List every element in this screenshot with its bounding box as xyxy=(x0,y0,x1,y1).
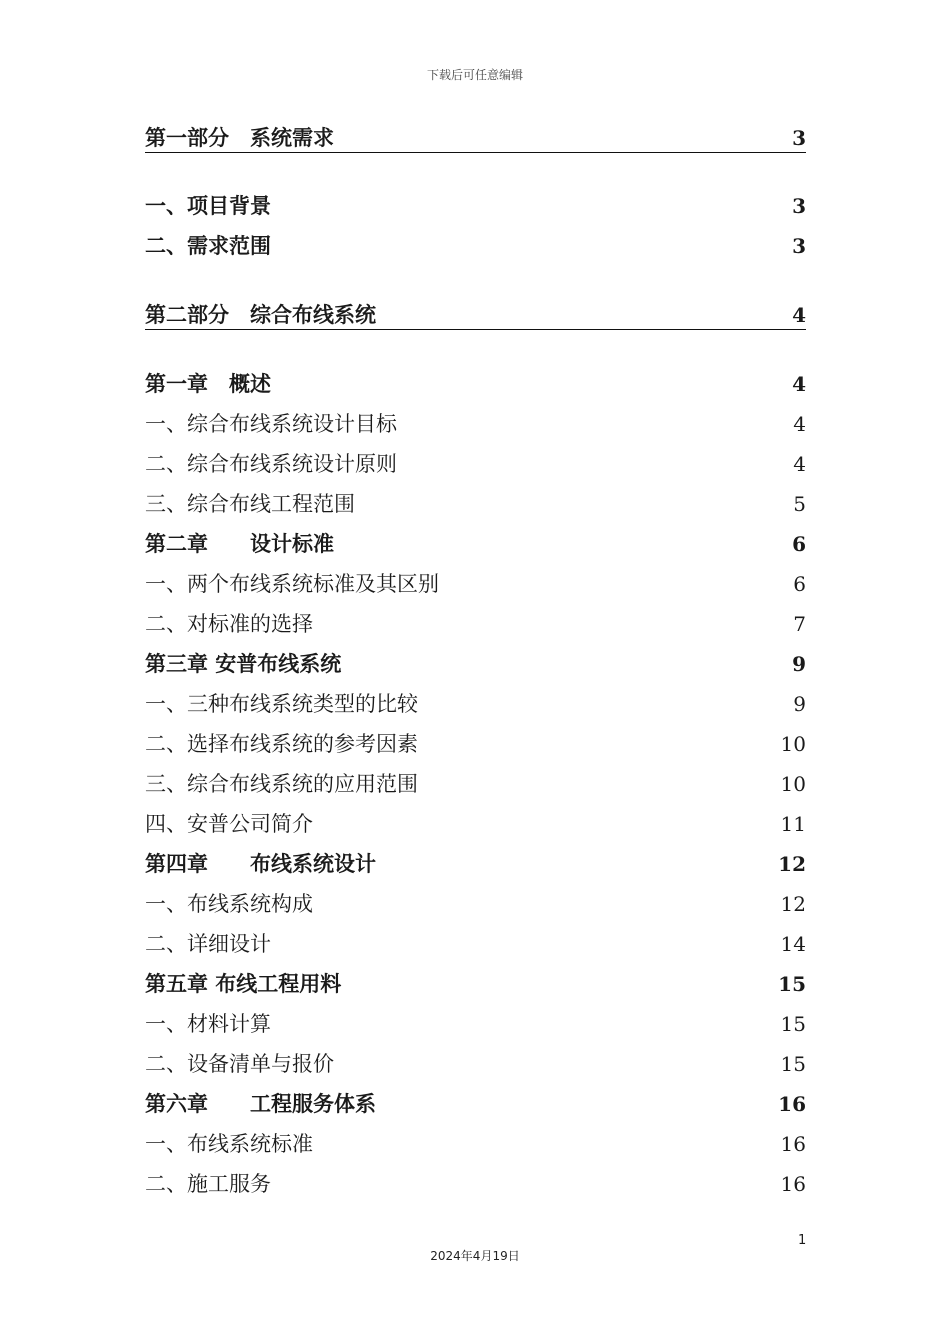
toc-entry[interactable] xyxy=(145,448,806,478)
page-header: 下载后可任意编辑 xyxy=(426,68,523,82)
toc-entry-page: 6 xyxy=(793,572,806,596)
toc-entry-title: 二、选择布线系统的参考因素 xyxy=(145,732,418,756)
toc-entry-title: 第二章 设计标准 xyxy=(145,531,334,556)
toc-entry-page: 3 xyxy=(792,126,806,150)
toc-entry[interactable] xyxy=(145,928,806,958)
toc-entry-title: 四、安普公司简介 xyxy=(145,812,313,836)
toc-entry[interactable] xyxy=(145,1008,806,1038)
toc-entry[interactable] xyxy=(145,368,806,398)
toc-entry-page: 16 xyxy=(778,1092,806,1116)
toc-entry-page: 12 xyxy=(780,892,806,916)
toc-entry-page: 4 xyxy=(792,372,806,396)
toc-entry[interactable] xyxy=(145,1088,806,1118)
toc-entry-page: 15 xyxy=(780,1052,806,1076)
toc-entry-page: 15 xyxy=(780,1012,806,1036)
toc-entry-page: 9 xyxy=(793,692,806,716)
toc-entry-page: 11 xyxy=(780,812,806,836)
toc-entry-title: 一、项目背景 xyxy=(145,193,271,218)
toc-entry[interactable] xyxy=(145,190,806,220)
toc-entry-title: 一、材料计算 xyxy=(145,1012,271,1036)
toc-entry-page: 9 xyxy=(792,652,806,676)
toc-entry[interactable] xyxy=(145,808,806,838)
toc-entry-title: 第五章 布线工程用料 xyxy=(145,971,342,996)
toc-entry[interactable] xyxy=(145,888,806,918)
toc-entry[interactable] xyxy=(145,608,806,638)
toc-entry-page: 4 xyxy=(792,303,806,327)
toc-entry-title: 一、布线系统标准 xyxy=(145,1132,313,1156)
toc-entry-page: 3 xyxy=(792,234,806,258)
toc-entry-page: 16 xyxy=(780,1172,806,1196)
toc-entry[interactable] xyxy=(145,1128,806,1158)
toc-entry-title: 二、对标准的选择 xyxy=(145,612,313,636)
toc-entry-page: 4 xyxy=(793,412,806,436)
toc-entry[interactable] xyxy=(145,968,806,998)
toc-entry-title: 第二部分 综合布线系统 xyxy=(145,302,376,327)
toc-entry-title: 第四章 布线系统设计 xyxy=(145,851,376,876)
toc-entry[interactable] xyxy=(145,768,806,798)
toc-entry-title: 第一部分 系统需求 xyxy=(145,125,334,150)
toc-entry-title: 二、需求范围 xyxy=(145,233,271,258)
toc-entry[interactable] xyxy=(145,1168,806,1198)
toc-entry[interactable] xyxy=(145,688,806,718)
toc-entry[interactable] xyxy=(145,848,806,878)
toc-entry[interactable] xyxy=(145,408,806,438)
toc-entry-title: 一、布线系统构成 xyxy=(145,892,313,916)
toc-entry-page: 10 xyxy=(780,732,806,756)
toc-entry-title: 二、施工服务 xyxy=(145,1172,271,1196)
toc-entry-title: 二、综合布线系统设计原则 xyxy=(145,452,397,476)
toc-entry-page: 14 xyxy=(780,932,806,956)
toc-entry-page: 10 xyxy=(780,772,806,796)
toc-entry[interactable] xyxy=(145,648,806,678)
toc-entry-title: 二、设备清单与报价 xyxy=(145,1052,334,1076)
toc-entry-title: 第三章 安普布线系统 xyxy=(145,651,342,676)
toc-entry-title: 一、两个布线系统标准及其区别 xyxy=(145,572,439,596)
toc-entry-page: 4 xyxy=(793,452,806,476)
toc-entry-page: 6 xyxy=(792,532,806,556)
toc-entry-page: 7 xyxy=(793,612,806,636)
page-number: 1 xyxy=(798,1233,807,1248)
toc-entry-title: 第六章 工程服务体系 xyxy=(145,1091,376,1116)
page-footer-date: 2024年4月19日 xyxy=(430,1249,520,1263)
toc-entry-title: 三、综合布线系统的应用范围 xyxy=(145,772,418,796)
toc-entry-title: 一、三种布线系统类型的比较 xyxy=(145,692,418,716)
toc-entry-title: 三、综合布线工程范围 xyxy=(145,492,355,516)
toc-entry[interactable] xyxy=(145,528,806,558)
toc-entry[interactable] xyxy=(145,568,806,598)
toc-entry[interactable] xyxy=(145,230,806,260)
toc-entry-part-2[interactable] xyxy=(145,299,806,330)
toc-entry-page: 5 xyxy=(793,492,806,516)
toc-entry-title: 一、综合布线系统设计目标 xyxy=(145,412,397,436)
toc-entry-part-1[interactable] xyxy=(145,122,806,153)
toc-entry-page: 3 xyxy=(792,194,806,218)
toc-entry-page: 12 xyxy=(778,852,806,876)
toc-entry-page: 16 xyxy=(780,1132,806,1156)
toc-entry-title: 第一章 概述 xyxy=(145,371,271,396)
toc-entry[interactable] xyxy=(145,488,806,518)
toc-entry[interactable] xyxy=(145,728,806,758)
toc-entry[interactable] xyxy=(145,1048,806,1078)
toc-entry-title: 二、详细设计 xyxy=(145,932,271,956)
toc-entry-page: 15 xyxy=(778,972,806,996)
